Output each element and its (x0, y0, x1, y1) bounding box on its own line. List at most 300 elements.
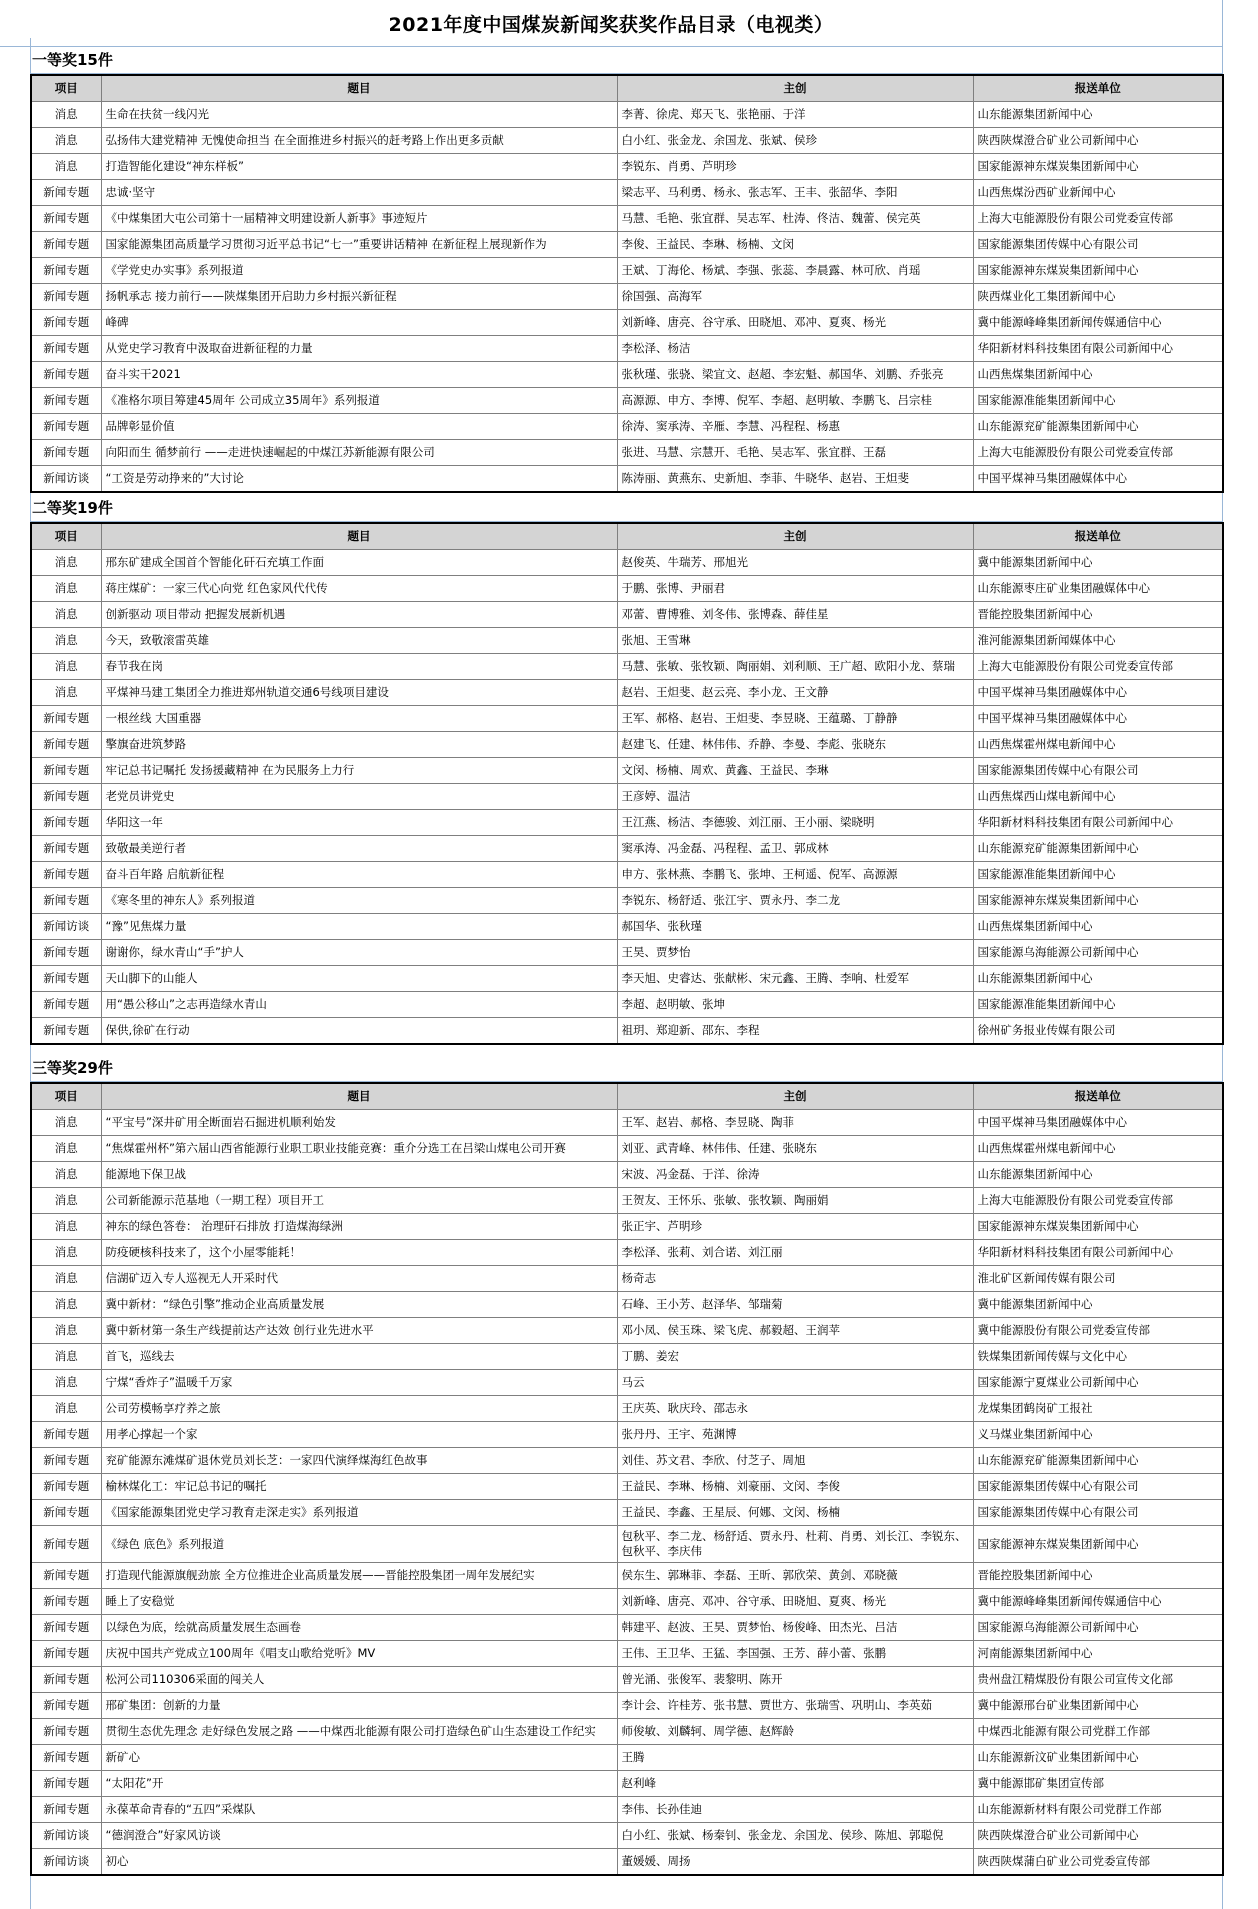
cell-unit: 山西焦煤汾西矿业新闻中心 (973, 180, 1223, 206)
cell-category: 消息 (31, 1396, 101, 1422)
cell-creators: 马云 (617, 1370, 973, 1396)
table-row (31, 388, 1223, 414)
cell-title: 向阳而生 循梦前行 ——走进快速崛起的中煤江苏新能源有限公司 (101, 440, 617, 466)
cell-category: 消息 (31, 1136, 101, 1162)
table-row (31, 784, 1223, 810)
cell-unit: 国家能源乌海能源公司新闻中心 (973, 940, 1223, 966)
cell-unit: 龙煤集团鹤岗矿工报社 (973, 1396, 1223, 1422)
cell-creators: 董媛媛、周扬 (617, 1849, 973, 1876)
section-second-prize (30, 494, 1222, 1045)
cell-creators: 张秋瑾、张骁、梁宜文、赵超、李宏魁、郝国华、刘鹏、乔张亮 (617, 362, 973, 388)
cell-category: 新闻专题 (31, 1500, 101, 1526)
cell-category: 消息 (31, 102, 101, 128)
section-heading: 二等奖19件 (30, 494, 1222, 522)
cell-unit: 山东能源新汶矿业集团新闻中心 (973, 1745, 1223, 1771)
table-row (31, 1771, 1223, 1797)
cell-category: 新闻专题 (31, 706, 101, 732)
table-row (31, 732, 1223, 758)
table-row (31, 1849, 1223, 1876)
cell-creators: 师俊敏、刘麟轲、周学德、赵辉龄 (617, 1719, 973, 1745)
cell-creators: 赵利峰 (617, 1771, 973, 1797)
cell-unit: 中国平煤神马集团融媒体中心 (973, 466, 1223, 493)
cell-unit: 国家能源乌海能源公司新闻中心 (973, 1615, 1223, 1641)
cell-creators: 马慧、毛艳、张宜群、吴志军、杜涛、佟洁、魏蕾、侯完英 (617, 206, 973, 232)
cell-title: 峰碑 (101, 310, 617, 336)
cell-title: 榆林煤化工：牢记总书记的嘱托 (101, 1474, 617, 1500)
cell-title: 平煤神马建工集团全力推进郑州轨道交通6号线项目建设 (101, 680, 617, 706)
cell-unit: 山东能源新材料有限公司党群工作部 (973, 1797, 1223, 1823)
cell-title: 公司新能源示范基地（一期工程）项目开工 (101, 1188, 617, 1214)
cell-creators: 徐涛、窦承涛、辛雁、李慧、冯程程、杨惠 (617, 414, 973, 440)
table-row (31, 1396, 1223, 1422)
cell-unit: 中国平煤神马集团融媒体中心 (973, 680, 1223, 706)
table-header-row (31, 1083, 1223, 1110)
cell-title: 睡上了安稳觉 (101, 1589, 617, 1615)
cell-title: 兖矿能源东滩煤矿退休党员刘长芝：一家四代演绎煤海红色故事 (101, 1448, 617, 1474)
cell-creators: 张正宇、芦明珍 (617, 1214, 973, 1240)
cell-creators: 王庆英、耿庆玲、邵志永 (617, 1396, 973, 1422)
table-row (31, 1318, 1223, 1344)
table-row (31, 680, 1223, 706)
cell-title: 冀中新材第一条生产线提前达产达效 创行业先进水平 (101, 1318, 617, 1344)
cell-creators: 李伟、长孙佳迪 (617, 1797, 973, 1823)
cell-title: 奋斗百年路 启航新征程 (101, 862, 617, 888)
table-row (31, 1500, 1223, 1526)
table-row (31, 310, 1223, 336)
table-row (31, 576, 1223, 602)
cell-creators: 祖玥、郑迎新、邵东、李程 (617, 1018, 973, 1045)
section-first-prize (30, 46, 1222, 493)
cell-category: 新闻专题 (31, 1719, 101, 1745)
cell-creators: 张旭、王雪琳 (617, 628, 973, 654)
cell-title: 宁煤“香炸子”温暖千万家 (101, 1370, 617, 1396)
cell-title: 《绿色 底色》系列报道 (101, 1526, 617, 1563)
table-row (31, 550, 1223, 576)
cell-category: 新闻专题 (31, 836, 101, 862)
cell-title: 《国家能源集团党史学习教育走深走实》系列报道 (101, 1500, 617, 1526)
cell-unit: 山东能源集团新闻中心 (973, 1162, 1223, 1188)
cell-unit: 山东能源集团新闻中心 (973, 102, 1223, 128)
cell-creators: 文闵、杨楠、周欢、黄鑫、王益民、李琳 (617, 758, 973, 784)
cell-title: “豫”见焦煤力量 (101, 914, 617, 940)
cell-creators: 王益民、李鑫、王星辰、何娜、文闵、杨楠 (617, 1500, 973, 1526)
table-row (31, 206, 1223, 232)
header-title: 题目 (101, 523, 617, 550)
table-row (31, 1018, 1223, 1045)
table-row (31, 440, 1223, 466)
cell-creators: 梁志平、马利勇、杨永、张志军、王丰、张韶华、李阳 (617, 180, 973, 206)
cell-unit: 冀中能源邢台矿业集团新闻中心 (973, 1693, 1223, 1719)
table-row (31, 1110, 1223, 1136)
cell-title: 信湖矿迈入专人巡视无人开采时代 (101, 1266, 617, 1292)
cell-unit: 华阳新材料科技集团有限公司新闻中心 (973, 1240, 1223, 1266)
header-unit: 报送单位 (973, 1083, 1223, 1110)
cell-creators: 白小红、张斌、杨秦钊、张金龙、余国龙、侯珍、陈旭、郭聪倪 (617, 1823, 973, 1849)
cell-unit: 义马煤业集团新闻中心 (973, 1422, 1223, 1448)
table-row (31, 1797, 1223, 1823)
cell-title: “太阳花”开 (101, 1771, 617, 1797)
header-title: 题目 (101, 1083, 617, 1110)
table-row (31, 1344, 1223, 1370)
header-creators: 主创 (617, 1083, 973, 1110)
cell-unit: 中国平煤神马集团融媒体中心 (973, 1110, 1223, 1136)
cell-category: 新闻专题 (31, 1693, 101, 1719)
table-row (31, 1823, 1223, 1849)
cell-category: 新闻专题 (31, 1771, 101, 1797)
cell-title: 蒋庄煤矿：一家三代心向党 红色家风代代传 (101, 576, 617, 602)
cell-creators: 丁鹏、姜宏 (617, 1344, 973, 1370)
cell-unit: 陕西陕煤澄合矿业公司新闻中心 (973, 128, 1223, 154)
table-row (31, 810, 1223, 836)
cell-category: 消息 (31, 154, 101, 180)
cell-creators: 李俊、王益民、李琳、杨楠、文闵 (617, 232, 973, 258)
table-row (31, 1615, 1223, 1641)
table-row (31, 940, 1223, 966)
cell-unit: 国家能源集团传媒中心有限公司 (973, 232, 1223, 258)
cell-title: 永葆革命青春的“五四”采煤队 (101, 1797, 617, 1823)
cell-unit: 陕西煤业化工集团新闻中心 (973, 284, 1223, 310)
cell-creators: 赵岩、王炟斐、赵云亮、李小龙、王文静 (617, 680, 973, 706)
cell-category: 消息 (31, 1318, 101, 1344)
table-row (31, 836, 1223, 862)
cell-category: 新闻专题 (31, 1589, 101, 1615)
cell-title: 从党史学习教育中汲取奋进新征程的力量 (101, 336, 617, 362)
cell-category: 新闻专题 (31, 758, 101, 784)
awards-table (30, 1082, 1224, 1876)
cell-creators: 李计会、许桂芳、张书慧、贾世方、张瑞雪、巩明山、李英茹 (617, 1693, 973, 1719)
table-header-row (31, 75, 1223, 102)
table-row (31, 180, 1223, 206)
table-row (31, 1370, 1223, 1396)
cell-category: 新闻专题 (31, 1563, 101, 1589)
cell-title: 用“愚公移山”之志再造绿水青山 (101, 992, 617, 1018)
table-row (31, 1162, 1223, 1188)
cell-title: 创新驱动 项目带动 把握发展新机遇 (101, 602, 617, 628)
cell-creators: 申方、张林燕、李鹏飞、张坤、王柯遥、倪军、高源源 (617, 862, 973, 888)
cell-title: 能源地下保卫战 (101, 1162, 617, 1188)
cell-category: 新闻访谈 (31, 1849, 101, 1876)
cell-title: 擎旗奋进筑梦路 (101, 732, 617, 758)
cell-creators: 白小红、张金龙、余国龙、张斌、侯珍 (617, 128, 973, 154)
cell-unit: 国家能源集团传媒中心有限公司 (973, 1500, 1223, 1526)
cell-category: 新闻专题 (31, 940, 101, 966)
cell-category: 新闻专题 (31, 810, 101, 836)
cell-creators: 李松泽、杨洁 (617, 336, 973, 362)
table-row (31, 992, 1223, 1018)
cell-unit: 上海大屯能源股份有限公司党委宣传部 (973, 654, 1223, 680)
cell-creators: 陈涛丽、黄燕东、史新旭、李菲、牛晓华、赵岩、王炟斐 (617, 466, 973, 493)
cell-title: “德润澄合”好家风访谈 (101, 1823, 617, 1849)
cell-unit: 贵州盘江精煤股份有限公司宣传文化部 (973, 1667, 1223, 1693)
cell-category: 新闻专题 (31, 966, 101, 992)
table-row (31, 1474, 1223, 1500)
header-creators: 主创 (617, 75, 973, 102)
cell-creators: 王斌、丁海伦、杨斌、李强、张蕊、李晨露、林可欣、肖瑶 (617, 258, 973, 284)
cell-category: 新闻专题 (31, 284, 101, 310)
cell-creators: 李锐东、肖勇、芦明珍 (617, 154, 973, 180)
cell-title: 牢记总书记嘱托 发扬援藏精神 在为民服务上力行 (101, 758, 617, 784)
cell-title: 公司劳模畅享疗养之旅 (101, 1396, 617, 1422)
section-heading: 一等奖15件 (30, 46, 1222, 74)
cell-unit: 山东能源兖矿能源集团新闻中心 (973, 1448, 1223, 1474)
cell-creators: 邓小凤、侯玉珠、梁飞虎、郝毅超、王润苹 (617, 1318, 973, 1344)
cell-title: 春节我在岗 (101, 654, 617, 680)
table-row (31, 1745, 1223, 1771)
cell-title: 忠诚·坚守 (101, 180, 617, 206)
cell-creators: 刘新峰、唐亮、邓冲、谷守承、田晓旭、夏爽、杨光 (617, 1589, 973, 1615)
cell-creators: 刘佳、苏文君、李欣、付芝子、周旭 (617, 1448, 973, 1474)
cell-unit: 河南能源集团新闻中心 (973, 1641, 1223, 1667)
cell-category: 消息 (31, 628, 101, 654)
cell-creators: 王伟、王卫华、王猛、李国强、王芳、薛小蕾、张鹏 (617, 1641, 973, 1667)
cell-unit: 冀中能源峰峰集团新闻传媒通信中心 (973, 310, 1223, 336)
table-row (31, 1240, 1223, 1266)
cell-unit: 山东能源兖矿能源集团新闻中心 (973, 414, 1223, 440)
table-row (31, 1266, 1223, 1292)
table-row (31, 966, 1223, 992)
cell-category: 消息 (31, 576, 101, 602)
table-row (31, 628, 1223, 654)
cell-unit: 山西焦煤西山煤电新闻中心 (973, 784, 1223, 810)
cell-unit: 晋能控股集团新闻中心 (973, 602, 1223, 628)
cell-unit: 上海大屯能源股份有限公司党委宣传部 (973, 206, 1223, 232)
cell-category: 新闻访谈 (31, 1823, 101, 1849)
cell-creators: 王江燕、杨洁、李德骏、刘江丽、王小丽、梁晓明 (617, 810, 973, 836)
cell-title: 华阳这一年 (101, 810, 617, 836)
header-category: 项目 (31, 523, 101, 550)
cell-creators: 于鹏、张博、尹丽君 (617, 576, 973, 602)
cell-category: 新闻专题 (31, 1641, 101, 1667)
cell-category: 新闻专题 (31, 1667, 101, 1693)
table-row (31, 284, 1223, 310)
awards-table (30, 74, 1224, 493)
table-row (31, 1292, 1223, 1318)
cell-creators: 李菁、徐虎、郑天飞、张艳丽、于洋 (617, 102, 973, 128)
cell-unit: 山西焦煤霍州煤电新闻中心 (973, 1136, 1223, 1162)
cell-category: 消息 (31, 1240, 101, 1266)
cell-title: 今天，致敬滚雷英雄 (101, 628, 617, 654)
cell-category: 新闻专题 (31, 862, 101, 888)
cell-category: 消息 (31, 1292, 101, 1318)
cell-unit: 上海大屯能源股份有限公司党委宣传部 (973, 1188, 1223, 1214)
cell-title: 天山脚下的山能人 (101, 966, 617, 992)
header-creators: 主创 (617, 523, 973, 550)
cell-creators: 高源源、申方、李博、倪军、李超、赵明敏、李鹏飞、吕宗桂 (617, 388, 973, 414)
cell-category: 消息 (31, 602, 101, 628)
header-title: 题目 (101, 75, 617, 102)
table-row (31, 1214, 1223, 1240)
cell-unit: 陕西陕煤澄合矿业公司新闻中心 (973, 1823, 1223, 1849)
table-row (31, 1136, 1223, 1162)
cell-unit: 淮河能源集团新闻媒体中心 (973, 628, 1223, 654)
cell-creators: 窦承涛、冯金磊、冯程程、孟卫、郭成林 (617, 836, 973, 862)
cell-title: 首飞，巡线去 (101, 1344, 617, 1370)
cell-unit: 国家能源神东煤炭集团新闻中心 (973, 1526, 1223, 1563)
cell-creators: 邓蕾、曹博雅、刘冬伟、张博森、薛佳星 (617, 602, 973, 628)
table-row (31, 258, 1223, 284)
cell-title: 打造智能化建设“神东样板” (101, 154, 617, 180)
table-row (31, 1526, 1223, 1563)
cell-unit: 山西焦煤集团新闻中心 (973, 914, 1223, 940)
cell-unit: 中国平煤神马集团融媒体中心 (973, 706, 1223, 732)
table-row (31, 466, 1223, 493)
table-row (31, 1693, 1223, 1719)
cell-title: 《准格尔项目筹建45周年 公司成立35周年》系列报道 (101, 388, 617, 414)
cell-title: “工资是劳动挣来的”大讨论 (101, 466, 617, 493)
cell-title: “平宝号”深井矿用全断面岩石掘进机顺利始发 (101, 1110, 617, 1136)
cell-title: 弘扬伟大建党精神 无愧使命担当 在全面推进乡村振兴的赶考路上作出更多贡献 (101, 128, 617, 154)
cell-unit: 国家能源神东煤炭集团新闻中心 (973, 1214, 1223, 1240)
cell-category: 新闻专题 (31, 1018, 101, 1045)
cell-title: 邢东矿建成全国首个智能化矸石充填工作面 (101, 550, 617, 576)
cell-unit: 山西焦煤集团新闻中心 (973, 362, 1223, 388)
cell-creators: 侯东生、郭琳菲、李磊、王昕、郭欣荣、黄剑、邓晓薇 (617, 1563, 973, 1589)
cell-category: 消息 (31, 1110, 101, 1136)
table-row (31, 362, 1223, 388)
cell-creators: 李天旭、史睿达、张献彬、宋元鑫、王腾、李响、杜爱军 (617, 966, 973, 992)
cell-unit: 山东能源兖矿能源集团新闻中心 (973, 836, 1223, 862)
section-third-prize (30, 1054, 1222, 1876)
cell-creators: 徐国强、高海军 (617, 284, 973, 310)
cell-category: 新闻专题 (31, 784, 101, 810)
cell-title: 松河公司110306采面的闯关人 (101, 1667, 617, 1693)
cell-unit: 冀中能源集团新闻中心 (973, 550, 1223, 576)
cell-category: 新闻专题 (31, 258, 101, 284)
cell-category: 新闻专题 (31, 414, 101, 440)
cell-unit: 铁煤集团新闻传媒与文化中心 (973, 1344, 1223, 1370)
cell-creators: 王军、赵岩、郝格、李昱晓、陶菲 (617, 1110, 973, 1136)
cell-creators: 刘新峰、唐亮、谷守承、田晓旭、邓冲、夏爽、杨光 (617, 310, 973, 336)
cell-unit: 国家能源神东煤炭集团新闻中心 (973, 154, 1223, 180)
cell-creators: 王军、郝格、赵岩、王炟斐、李昱晓、王蕴璐、丁静静 (617, 706, 973, 732)
cell-creators: 郝国华、张秋瑾 (617, 914, 973, 940)
cell-category: 新闻专题 (31, 1745, 101, 1771)
cell-creators: 宋波、冯金磊、于洋、徐涛 (617, 1162, 973, 1188)
cell-creators: 王昊、贾梦怡 (617, 940, 973, 966)
table-row (31, 1422, 1223, 1448)
cell-category: 新闻专题 (31, 310, 101, 336)
cell-unit: 冀中能源集团新闻中心 (973, 1292, 1223, 1318)
cell-unit: 冀中能源峰峰集团新闻传媒通信中心 (973, 1589, 1223, 1615)
cell-title: 保供,徐矿在行动 (101, 1018, 617, 1045)
cell-unit: 国家能源集团传媒中心有限公司 (973, 758, 1223, 784)
page-title: 2021年度中国煤炭新闻奖获奖作品目录（电视类） (0, 0, 1222, 47)
header-unit: 报送单位 (973, 523, 1223, 550)
cell-category: 新闻专题 (31, 440, 101, 466)
cell-title: 《中煤集团大屯公司第十一届精神文明建设新人新事》事迹短片 (101, 206, 617, 232)
table-row (31, 1448, 1223, 1474)
table-row (31, 888, 1223, 914)
cell-category: 新闻专题 (31, 888, 101, 914)
cell-creators: 王腾 (617, 1745, 973, 1771)
cell-creators: 韩建平、赵波、王昊、贾梦怡、杨俊峰、田杰光、吕洁 (617, 1615, 973, 1641)
cell-title: 生命在扶贫一线闪光 (101, 102, 617, 128)
cell-unit: 冀中能源股份有限公司党委宣传部 (973, 1318, 1223, 1344)
cell-category: 新闻专题 (31, 1526, 101, 1563)
cell-category: 新闻专题 (31, 1615, 101, 1641)
cell-unit: 国家能源集团传媒中心有限公司 (973, 1474, 1223, 1500)
cell-title: 国家能源集团高质量学习贯彻习近平总书记“七一”重要讲话精神 在新征程上展现新作为 (101, 232, 617, 258)
cell-category: 消息 (31, 1266, 101, 1292)
cell-category: 消息 (31, 1188, 101, 1214)
table-row (31, 232, 1223, 258)
cell-unit: 晋能控股集团新闻中心 (973, 1563, 1223, 1589)
cell-category: 新闻专题 (31, 388, 101, 414)
cell-category: 新闻专题 (31, 992, 101, 1018)
cell-creators: 张进、马慧、宗慧开、毛艳、吴志军、张宜群、王磊 (617, 440, 973, 466)
cell-title: 贯彻生态优先理念 走好绿色发展之路 ——中煤西北能源有限公司打造绿色矿山生态建设工作纪实 (101, 1719, 617, 1745)
cell-title: 神东的绿色答卷： 治理矸石排放 打造煤海绿洲 (101, 1214, 617, 1240)
cell-title: “焦煤霍州杯”第六届山西省能源行业职工职业技能竞赛：重介分选工在吕梁山煤电公司开赛 (101, 1136, 617, 1162)
cell-creators: 李松泽、张莉、刘合诺、刘江丽 (617, 1240, 973, 1266)
cell-unit: 山东能源集团新闻中心 (973, 966, 1223, 992)
cell-title: 《寒冬里的神东人》系列报道 (101, 888, 617, 914)
cell-category: 新闻专题 (31, 1474, 101, 1500)
table-row (31, 154, 1223, 180)
cell-unit: 淮北矿区新闻传媒有限公司 (973, 1266, 1223, 1292)
section-heading: 三等奖29件 (30, 1054, 1222, 1082)
cell-title: 老党员讲党史 (101, 784, 617, 810)
cell-unit: 国家能源准能集团新闻中心 (973, 992, 1223, 1018)
cell-unit: 国家能源神东煤炭集团新闻中心 (973, 258, 1223, 284)
cell-unit: 华阳新材料科技集团有限公司新闻中心 (973, 810, 1223, 836)
cell-creators: 赵建飞、任建、林伟伟、乔静、李曼、李彪、张晓东 (617, 732, 973, 758)
cell-category: 新闻专题 (31, 732, 101, 758)
cell-category: 新闻专题 (31, 206, 101, 232)
cell-category: 消息 (31, 680, 101, 706)
cell-unit: 徐州矿务报业传媒有限公司 (973, 1018, 1223, 1045)
cell-unit: 国家能源神东煤炭集团新闻中心 (973, 888, 1223, 914)
cell-category: 新闻专题 (31, 180, 101, 206)
cell-title: 《学党史办实事》系列报道 (101, 258, 617, 284)
cell-unit: 国家能源宁夏煤业公司新闻中心 (973, 1370, 1223, 1396)
cell-title: 打造现代能源旗舰劲旅 全方位推进企业高质量发展——晋能控股集团一周年发展纪实 (101, 1563, 617, 1589)
cell-creators: 马慧、张敏、张牧颖、陶丽娟、刘利顺、王广超、欧阳小龙、蔡瑞 (617, 654, 973, 680)
cell-category: 新闻访谈 (31, 914, 101, 940)
cell-title: 初心 (101, 1849, 617, 1876)
cell-title: 一根丝线 大国重器 (101, 706, 617, 732)
cell-unit: 冀中能源邯矿集团宣传部 (973, 1771, 1223, 1797)
header-category: 项目 (31, 1083, 101, 1110)
cell-creators: 张丹丹、王宇、苑渊博 (617, 1422, 973, 1448)
cell-unit: 陕西陕煤蒲白矿业公司党委宣传部 (973, 1849, 1223, 1876)
cell-category: 新闻专题 (31, 362, 101, 388)
table-row (31, 602, 1223, 628)
cell-unit: 山东能源枣庄矿业集团融媒体中心 (973, 576, 1223, 602)
cell-category: 新闻专题 (31, 336, 101, 362)
table-row (31, 758, 1223, 784)
table-row (31, 414, 1223, 440)
table-row (31, 336, 1223, 362)
cell-creators: 石峰、王小芳、赵泽华、邹瑞菊 (617, 1292, 973, 1318)
cell-category: 消息 (31, 654, 101, 680)
cell-title: 冀中新材：“绿色引擎”推动企业高质量发展 (101, 1292, 617, 1318)
cell-category: 消息 (31, 1370, 101, 1396)
table-row (31, 1188, 1223, 1214)
cell-category: 消息 (31, 550, 101, 576)
awards-table (30, 522, 1224, 1045)
cell-category: 消息 (31, 1162, 101, 1188)
cell-creators: 包秋平、李二龙、杨舒适、贾永丹、杜莉、肖勇、刘长江、李锐东、包秋平、李庆伟 (617, 1526, 973, 1563)
cell-unit: 山西焦煤霍州煤电新闻中心 (973, 732, 1223, 758)
cell-title: 扬帆承志 接力前行——陕煤集团开启助力乡村振兴新征程 (101, 284, 617, 310)
cell-title: 致敬最美逆行者 (101, 836, 617, 862)
cell-creators: 赵俊英、牛瑞芳、邢旭光 (617, 550, 973, 576)
cell-unit: 华阳新材料科技集团有限公司新闻中心 (973, 336, 1223, 362)
table-row (31, 706, 1223, 732)
table-row (31, 128, 1223, 154)
cell-title: 新矿心 (101, 1745, 617, 1771)
